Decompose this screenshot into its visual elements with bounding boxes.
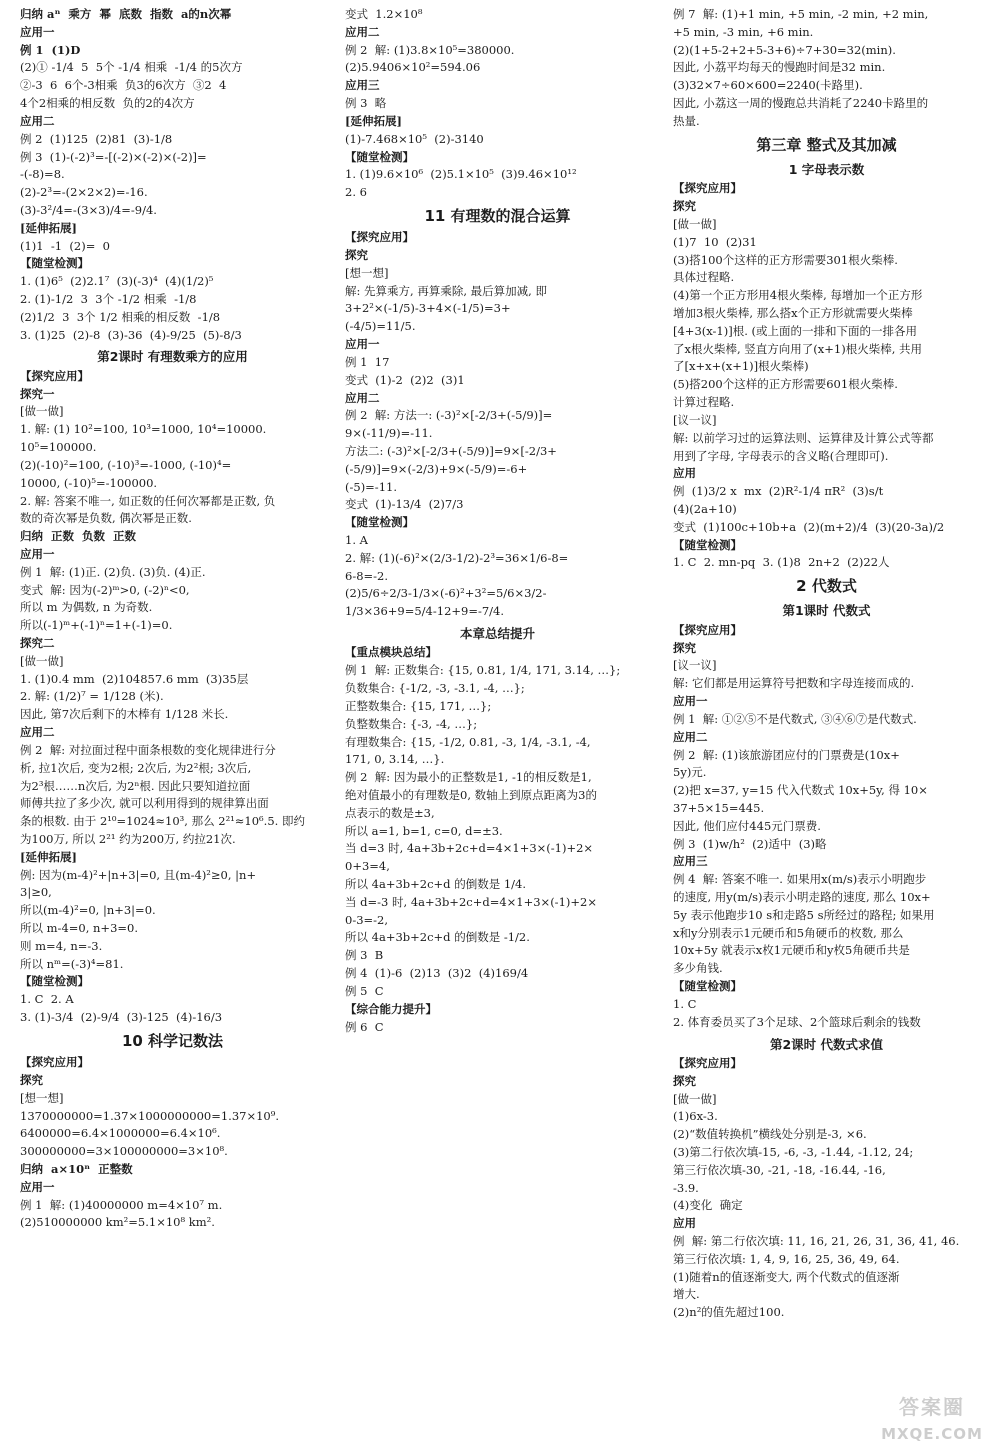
text-line: 解: 它们都是用运算符号把数和字母连接而成的. bbox=[673, 676, 915, 691]
text-line: 了[x+x+(x+1)]根火柴棒) bbox=[673, 359, 809, 374]
section-label: 归纳 正数 负数 正数 bbox=[20, 529, 137, 544]
text-line: 例 3 B bbox=[345, 948, 384, 963]
watermark-line1: 答案圈 bbox=[899, 1394, 965, 1419]
column-left bbox=[20, 6, 325, 1446]
section-label: 归纳 aⁿ 乘方 幂 底数 指数 a的n次幂 bbox=[20, 7, 232, 21]
text-line: 5y)元. bbox=[673, 765, 707, 780]
section-label: 应用一 bbox=[20, 1179, 55, 1194]
text-line: 9×(-11/9)=-11. bbox=[345, 426, 433, 441]
text-line: 6400000=6.4×1000000=6.4×10⁶. bbox=[20, 1126, 221, 1141]
section-label: 【探究应用】 bbox=[345, 230, 414, 245]
text-line: 析, 拉1次后, 变为2根; 2次后, 为2²根; 3次后, bbox=[20, 760, 252, 775]
text-line: 所以 nᵐ=(-3)⁴=81. bbox=[20, 956, 124, 971]
text-line: 例 7 解: (1)+1 min, +5 min, -2 min, +2 min, bbox=[673, 7, 929, 21]
text-line: 3+2²×(-1/5)-3+4×(-1/5)=3+ bbox=[345, 301, 511, 316]
text-line: 所以 m-4=0, n+3=0. bbox=[20, 921, 138, 935]
section-label: 【探究应用】 bbox=[673, 1055, 742, 1070]
text-line: (1)7 10 (2)31 bbox=[673, 234, 757, 249]
text-line: 10x+5y 就表示x枚1元硬币和y枚5角硬币共是 bbox=[673, 943, 910, 958]
text-line: 热量. bbox=[673, 113, 700, 128]
text-line: 因此, 小荔这一周的慢跑总共消耗了2240卡路里的 bbox=[673, 96, 929, 111]
lesson-heading: 1 字母表示数 bbox=[788, 161, 865, 177]
section-label: 应用二 bbox=[345, 390, 380, 405]
text-line: (3)-3²/4=-(3×3)/4=-9/4. bbox=[20, 202, 157, 217]
section-label: 应用三 bbox=[345, 78, 380, 93]
section-label: 【随堂检测】 bbox=[345, 515, 414, 530]
text-line: 计算过程略. bbox=[673, 395, 735, 410]
text-line: 10⁵=100000. bbox=[20, 440, 97, 455]
text-line: 2. 解: 答案不唯一, 如正数的任何次幂都是正数, 负 bbox=[20, 493, 276, 508]
text-line: 第三行依次填-30, -21, -18, -16.44, -16, bbox=[673, 1162, 886, 1177]
watermark-line2: MXQE.COM bbox=[881, 1424, 983, 1443]
section-label: 应用二 bbox=[673, 729, 708, 744]
text-line: 因此, 小荔平均每天的慢跑时间是32 min. bbox=[673, 60, 886, 75]
text-line: (3)搭100个这样的正方形需要301根火柴棒. bbox=[673, 252, 898, 267]
text-line: [议一议] bbox=[673, 412, 717, 427]
section-label: 应用二 bbox=[20, 113, 55, 128]
text-line: (-5/9)]=9×(-2/3)+9×(-5/9)=-6+ bbox=[345, 461, 528, 476]
text-line: 例 4 (1)-6 (2)13 (3)2 (4)169/4 bbox=[345, 966, 529, 981]
text-line: [议一议] bbox=[673, 658, 717, 673]
text-line: 1. (1)9.6×10⁶ (2)5.1×10⁵ (3)9.46×10¹² bbox=[345, 167, 577, 182]
section-label: 探究 bbox=[673, 199, 696, 214]
text-line: (2)510000000 km²=5.1×10⁸ km². bbox=[20, 1215, 215, 1230]
text-line: 负整数集合: {-3, -4, …}; bbox=[345, 716, 478, 731]
text-line: 1. A bbox=[345, 533, 368, 547]
section-label: 【随堂检测】 bbox=[20, 256, 89, 271]
text-line: 则 m=4, n=-3. bbox=[20, 938, 103, 953]
text-line: (2)-2³=-(2×2×2)=-16. bbox=[20, 185, 148, 200]
text-line: (5)搭200个这样的正方形需要601根火柴棒. bbox=[673, 377, 898, 392]
section-label: 归纳 a×10ⁿ 正整数 bbox=[20, 1162, 133, 1176]
chapter-heading: 第三章 整式及其加减 bbox=[756, 135, 897, 154]
text-line: (4)变化 确定 bbox=[673, 1198, 743, 1213]
section-label: 探究 bbox=[345, 248, 368, 262]
text-line: (4)第一个正方形用4根火柴棒, 每增加一个正方形 bbox=[673, 288, 923, 303]
section-label: 【探究应用】 bbox=[20, 1055, 89, 1070]
text-line: +5 min, -3 min, +6 min. bbox=[673, 24, 814, 39]
chapter-heading: 10 科学记数法 bbox=[121, 1031, 224, 1050]
section-label: 探究 bbox=[673, 640, 696, 655]
text-line: 变式 (1)-2 (2)2 (3)1 bbox=[345, 372, 465, 387]
text-line: 当 d=-3 时, 4a+3b+2c+d=4×1+3×(-1)+2× bbox=[345, 894, 597, 909]
section-label: 探究 bbox=[20, 1072, 43, 1087]
text-line: (2)① -1/4 5 5个 -1/4 相乘 -1/4 的5次方 bbox=[20, 60, 243, 75]
text-line: 绝对值最小的有理数是0, 数轴上到原点距离为3的 bbox=[345, 787, 597, 802]
text-line: (3)第二行依次填-15, -6, -3, -1.44, -1.12, 24; bbox=[673, 1144, 914, 1159]
text-line: (2)5/6÷2/3-1/3×(-6)²+3²=5/6×3/2- bbox=[345, 586, 547, 601]
text-line: 例 4 解: 答案不唯一. 如果用x(m/s)表示小明跑步 bbox=[673, 872, 927, 887]
text-line: (1)6x-3. bbox=[673, 1109, 718, 1124]
text-line: 例 2 解: (1)3.8×10⁵=380000. bbox=[345, 42, 515, 57]
text-line: 的速度, 用y(m/s)表示小明走路的速度, 那么 10x+ bbox=[673, 890, 931, 904]
text-line: 3|≥0, bbox=[20, 885, 52, 900]
text-line: 3. (1)-3/4 (2)-9/4 (3)-125 (4)-16/3 bbox=[20, 1010, 223, 1025]
text-line: 1370000000=1.37×1000000000=1.37×10⁹. bbox=[20, 1108, 279, 1123]
text-line: 2. 解: (1)(-6)²×(2/3-1/2)-2³=36×1/6-8= bbox=[345, 550, 569, 565]
text-line: 为100万, 所以 2²¹ 约为200万, 约拉21次. bbox=[20, 831, 236, 846]
text-line: 例 2 解: 对拉面过程中面条根数的变化规律进行分 bbox=[20, 742, 276, 757]
text-line: 例 2 解: 因为最小的正整数是1, -1的相反数是1, bbox=[345, 770, 592, 785]
text-line: 2. (1)-1/2 3 3个 -1/2 相乘 -1/8 bbox=[20, 292, 197, 306]
text-line: 例 5 C bbox=[345, 983, 384, 998]
section-label: 探究一 bbox=[20, 386, 55, 401]
section-label: 应用一 bbox=[20, 24, 55, 39]
lesson-heading: 第2课时 代数式求值 bbox=[769, 1036, 884, 1052]
text-line: (4)(2a+10) bbox=[673, 501, 737, 516]
text-line: (2)n²的值先超过100. bbox=[673, 1305, 785, 1320]
text-line: 点表示的数是±3, bbox=[345, 805, 435, 820]
lesson-heading: 第1课时 代数式 bbox=[782, 603, 871, 619]
text-line: 因此, 第7次后剩下的木棒有 1/128 米长. bbox=[20, 707, 229, 722]
text-line: (1)随着n的值逐渐变大, 两个代数式的值逐渐 bbox=[673, 1269, 900, 1284]
section-label: 【随堂检测】 bbox=[673, 979, 742, 994]
text-line: 例 3 (1)-(-2)³=-[(-2)×(-2)×(-2)]= bbox=[20, 149, 207, 164]
text-line: 2. 解: (1/2)⁷ = 1/128 (米). bbox=[20, 689, 164, 704]
text-line: 当 d=3 时, 4a+3b+2c+d=4×1+3×(-1)+2× bbox=[345, 841, 594, 856]
section-label: 【探究应用】 bbox=[673, 622, 742, 637]
text-line: 所以(m-4)²=0, |n+3|=0. bbox=[20, 903, 156, 918]
text-line: 解: 先算乘方, 再算乘除, 最后算加减, 即 bbox=[345, 283, 547, 298]
text-line: 例 2 (1)125 (2)81 (3)-1/8 bbox=[20, 131, 173, 146]
text-line: -(-8)=8. bbox=[20, 167, 65, 182]
text-line: 所以 m 为偶数, n 为奇数. bbox=[20, 600, 153, 615]
text-line: 用到了字母, 字母表示的含义略(合理即可). bbox=[673, 448, 889, 463]
text-line: [做一做] bbox=[20, 653, 64, 668]
section-label: 探究二 bbox=[20, 636, 55, 650]
text-line: 3. (1)25 (2)-8 (3)-36 (4)-9/25 (5)-8/3 bbox=[20, 327, 242, 342]
text-line: 例 2 解: 方法一: (-3)²×[-2/3+(-5/9)]= bbox=[345, 408, 553, 423]
text-line: (3)32×7÷60×600=2240(卡路里). bbox=[673, 78, 863, 93]
text-line: 1. C 2. mn-pq 3. (1)8 2n+2 (2)22人 bbox=[673, 555, 890, 570]
text-line: (2)(-10)²=100, (-10)³=-1000, (-10)⁴= bbox=[20, 457, 232, 472]
text-line: 例 解: 第二行依次填: 11, 16, 21, 26, 31, 36, 41, 46. bbox=[673, 1234, 960, 1248]
text-line: 2. 6 bbox=[345, 185, 367, 200]
section-label: 【随堂检测】 bbox=[345, 149, 414, 164]
section-label: [延伸拓展] bbox=[20, 849, 77, 864]
text-line: 例 6 C bbox=[345, 1019, 384, 1034]
text-line: 所以 a=1, b=1, c=0, d=±3. bbox=[345, 823, 503, 838]
section-label: [延伸拓展] bbox=[345, 113, 402, 128]
section-label: 例 1 (1)D bbox=[20, 42, 81, 57]
text-line: (2)(1+5-2+2+5-3+6)÷7+30=32(min). bbox=[673, 42, 896, 57]
text-line: 4个2相乘的相反数 负的2的4次方 bbox=[20, 96, 195, 111]
text-line: 师傅共拉了多少次, 就可以利用得到的规律算出面 bbox=[20, 796, 269, 811]
section-label: 探究 bbox=[673, 1073, 696, 1088]
text-line: x和y分别表示1元硬币和5角硬币的枚数, 那么 bbox=[673, 925, 904, 940]
section-label: 应用三 bbox=[673, 854, 708, 869]
text-line: (-4/5)=11/5. bbox=[345, 319, 416, 334]
text-line: 1. (1)0.4 mm (2)104857.6 mm (3)35层 bbox=[20, 671, 249, 686]
chapter-heading: 11 有理数的混合运算 bbox=[424, 206, 571, 225]
section-label: 【随堂检测】 bbox=[20, 974, 89, 989]
section-label: 【综合能力提升】 bbox=[345, 1001, 437, 1016]
text-line: 多少角钱. bbox=[673, 961, 723, 976]
text-line: 正整数集合: {15, 171, …}; bbox=[345, 698, 492, 713]
text-line: [做一做] bbox=[20, 404, 64, 419]
text-line: [做一做] bbox=[673, 216, 717, 231]
section-label: 应用一 bbox=[20, 546, 55, 561]
section-label: 应用二 bbox=[20, 725, 55, 740]
text-line: -3.9. bbox=[673, 1180, 699, 1195]
text-line: 0-3=-2, bbox=[345, 912, 389, 927]
text-line: [想一想] bbox=[20, 1090, 64, 1105]
text-line: 300000000=3×100000000=3×10⁸. bbox=[20, 1144, 228, 1159]
text-line: 5y 表示他跑步10 s和走路5 s所经过的路程; 如果用 bbox=[673, 907, 935, 922]
text-line: 例 1 17 bbox=[345, 354, 390, 369]
text-line: 10000, (-10)⁵=-100000. bbox=[20, 475, 158, 490]
text-line: 2. 体育委员买了3个足球、2个篮球后剩余的钱数 bbox=[673, 1014, 921, 1029]
text-line: (2)“数值转换机”横线处分别是-3, ×6. bbox=[673, 1127, 867, 1142]
text-line: 第三行依次填: 1, 4, 9, 16, 25, 36, 49, 64. bbox=[673, 1251, 900, 1266]
text-line: [想一想] bbox=[345, 265, 389, 280]
text-line: 条的根数. 由于 2¹⁰=1024≈10³, 那么 2²¹≈10⁶.5. 即约 bbox=[20, 814, 305, 829]
section-label: 【探究应用】 bbox=[673, 181, 742, 196]
text-line: 所以 4a+3b+2c+d 的倒数是 1/4. bbox=[345, 877, 527, 891]
text-line: 例 (1)3/2 x mx (2)R²-1/4 πR² (3)s/t bbox=[673, 484, 884, 499]
text-line: 变式 解: 因为(-2)ᵐ>0, (-2)ⁿ<0, bbox=[20, 582, 190, 597]
text-line: 方法二: (-3)²×[-2/3+(-5/9)]=9×[-2/3+ bbox=[345, 443, 557, 458]
text-line: 变式 1.2×10⁸ bbox=[345, 7, 423, 21]
text-line: 171, 0, 3.14, …}. bbox=[345, 752, 445, 767]
text-line: 因此, 他们应付445元门票费. bbox=[673, 818, 821, 833]
lesson-heading: 本章总结提升 bbox=[459, 626, 535, 642]
site-watermark bbox=[880, 1393, 984, 1445]
text-line: 所以(-1)ᵐ+(-1)ⁿ=1+(-1)=0. bbox=[20, 618, 173, 633]
text-line: (-5)=-11. bbox=[345, 479, 397, 494]
text-line: 了x根火柴棒, 竖直方向用了(x+1)根火柴棒, 共用 bbox=[673, 341, 923, 356]
text-line: 1. C bbox=[673, 996, 697, 1011]
text-line: 增大. bbox=[673, 1287, 700, 1302]
text-line: 例: 因为(m-4)²+|n+3|=0, 且(m-4)²≥0, |n+ bbox=[20, 867, 257, 882]
text-line: 例 3 (1)w/h² (2)适中 (3)略 bbox=[673, 836, 827, 851]
text-line: 为2³根……n次后, 为2ⁿ根. 因此只要知道拉面 bbox=[20, 778, 251, 793]
section-label: [延伸拓展] bbox=[20, 220, 77, 235]
text-line: 37+5×15=445. bbox=[673, 800, 765, 815]
column-middle bbox=[345, 6, 650, 1446]
section-label: 应用二 bbox=[345, 24, 380, 39]
text-line: 例 1 解: 正数集合: {15, 0.81, 1/4, 171, 3.14, …}; bbox=[345, 663, 621, 678]
text-line: 例 1 解: (1)40000000 m=4×10⁷ m. bbox=[20, 1197, 223, 1212]
text-line: 变式 (1)-13/4 (2)7/3 bbox=[345, 497, 464, 512]
text-line: 例 2 解: (1)该旅游团应付的门票费是(10x+ bbox=[673, 747, 900, 762]
text-line: 1. C 2. A bbox=[20, 992, 74, 1007]
text-line: [做一做] bbox=[673, 1091, 717, 1106]
text-line: 1/3×36+9=5/4-12+9=-7/4. bbox=[345, 604, 505, 619]
text-line: (2)5.9406×10²=594.06 bbox=[345, 60, 481, 75]
text-line: (2)1/2 3 3个 1/2 相乘的相反数 -1/8 bbox=[20, 309, 221, 324]
text-line: 解: 以前学习过的运算法则、运算律及计算公式等都 bbox=[673, 430, 934, 445]
text-line: 负数集合: {-1/2, -3, -3.1, -4, …}; bbox=[345, 681, 525, 696]
column-right bbox=[673, 6, 980, 1446]
text-line: [4+3(x-1)]根. (或上面的一排和下面的一排各用 bbox=[673, 323, 917, 338]
section-label: 应用 bbox=[673, 466, 696, 481]
text-line: 1. (1)6⁵ (2)2.1⁷ (3)(-3)⁴ (4)(1/2)⁵ bbox=[20, 274, 214, 289]
section-label: 【探究应用】 bbox=[20, 368, 89, 383]
text-line: 1. 解: (1) 10²=100, 10³=1000, 10⁴=10000. bbox=[20, 422, 267, 437]
text-line: 所以 4a+3b+2c+d 的倒数是 -1/2. bbox=[345, 930, 530, 945]
text-line: ②-3 6 6个-3相乘 负3的6次方 ③2 4 bbox=[20, 78, 227, 93]
section-label: 【重点模块总结】 bbox=[345, 645, 437, 660]
text-line: 例 3 略 bbox=[345, 96, 387, 111]
text-line: 例 1 解: ①②⑤不是代数式, ③④⑥⑦是代数式. bbox=[673, 711, 917, 726]
text-line: 具体过程略. bbox=[673, 270, 735, 285]
lesson-heading: 第2课时 有理数乘方的应用 bbox=[97, 349, 248, 365]
text-line: (1)1 -1 (2)= 0 bbox=[20, 238, 110, 253]
section-label: 应用 bbox=[673, 1216, 696, 1231]
text-line: 变式 (1)100c+10b+a (2)(m+2)/4 (3)(20-3a)/2 bbox=[673, 519, 945, 534]
text-line: 6-8=-2. bbox=[345, 568, 389, 583]
text-line: 有理数集合: {15, -1/2, 0.81, -3, 1/4, -3.1, -4, bbox=[345, 734, 591, 749]
text-line: (1)-7.468×10⁵ (2)-3140 bbox=[345, 131, 484, 146]
section-label: 【随堂检测】 bbox=[673, 537, 742, 552]
text-line: (2)把 x=37, y=15 代入代数式 10x+5y, 得 10× bbox=[673, 783, 928, 798]
text-line: 数的奇次幂是负数, 偶次幂是正数. bbox=[20, 511, 192, 526]
text-line: 例 1 解: (1)正. (2)负. (3)负. (4)正. bbox=[20, 564, 206, 579]
text-line: 增加3根火柴棒, 那么搭x个正方形就需要火柴棒 bbox=[673, 306, 913, 320]
text-line: 0+3=4, bbox=[345, 859, 390, 874]
chapter-heading: 2 代数式 bbox=[796, 577, 857, 596]
section-label: 应用一 bbox=[345, 337, 380, 352]
section-label: 应用一 bbox=[673, 694, 708, 709]
